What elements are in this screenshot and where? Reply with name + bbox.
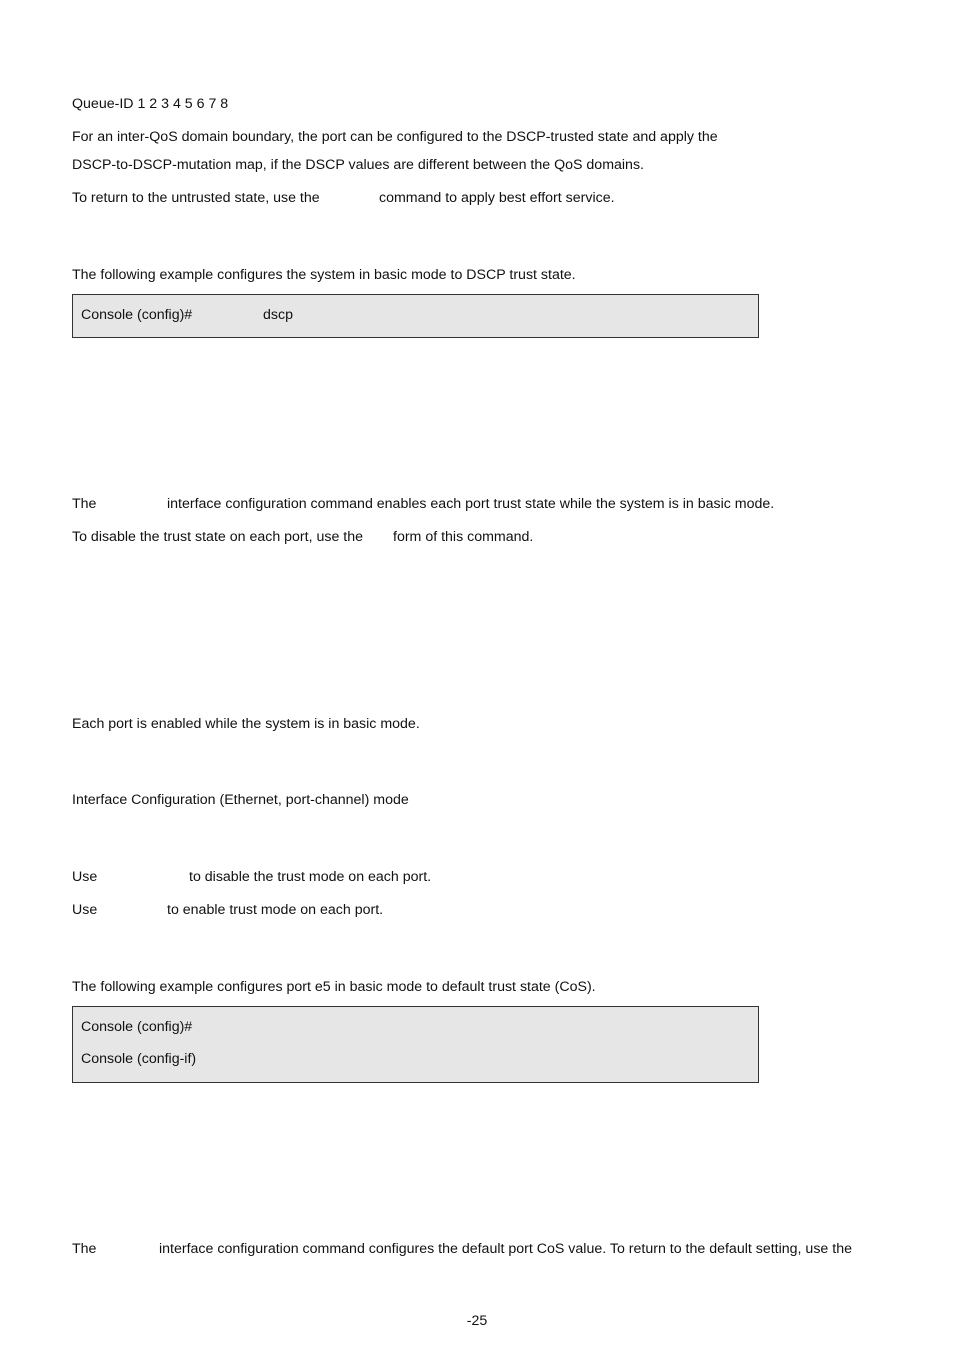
example2-intro: The following example configures port e5 in basic mode to default trust state (CoS). [72,979,596,995]
usage-line1-suffix: to disable the trust mode on each port. [189,869,432,885]
example2-code-box [72,1006,759,1083]
command-mode-text: Interface Configuration (Ethernet, port-channel) mode [72,792,409,808]
next-section-suffix: interface configuration command configures the default port CoS value. To return to the default setting, use the [159,1241,852,1257]
description-line2-prefix: To disable the trust state on each port, use the [72,529,364,545]
paragraph-dscp-trusted-line1: For an inter-QoS domain boundary, the port can be configured to the DSCP-trusted state and apply the [72,129,718,145]
description-line2-suffix: form of this command. [393,529,534,545]
example1-arg: dscp [263,307,293,323]
queue-id-line: Queue-ID 1 2 3 4 5 6 7 8 [72,96,229,112]
untrusted-suffix: command to apply best effort service. [379,190,615,206]
untrusted-prefix: To return to the untrusted state, use the [72,190,320,206]
usage-line1-prefix: Use [72,869,98,885]
default-text: Each port is enabled while the system is in basic mode. [72,716,420,732]
paragraph-dscp-trusted-line2: DSCP-to-DSCP-mutation map, if the DSCP values are different between the QoS domains. [72,157,644,173]
example1-prompt: Console (config)# [81,307,193,323]
example1-code-box [72,294,759,338]
page-number: -25 [466,1313,488,1329]
next-section-prefix: The [72,1241,97,1257]
example1-intro: The following example configures the system in basic mode to DSCP trust state. [72,267,576,283]
description-line1-prefix: The [72,496,97,512]
example2-line1: Console (config)# [81,1019,193,1035]
example2-line2: Console (config-if) [81,1051,197,1067]
usage-line2-prefix: Use [72,902,98,918]
description-line1-suffix: interface configuration command enables each port trust state while the system is in basic mode. [167,496,775,512]
usage-line2-suffix: to enable trust mode on each port. [167,902,384,918]
